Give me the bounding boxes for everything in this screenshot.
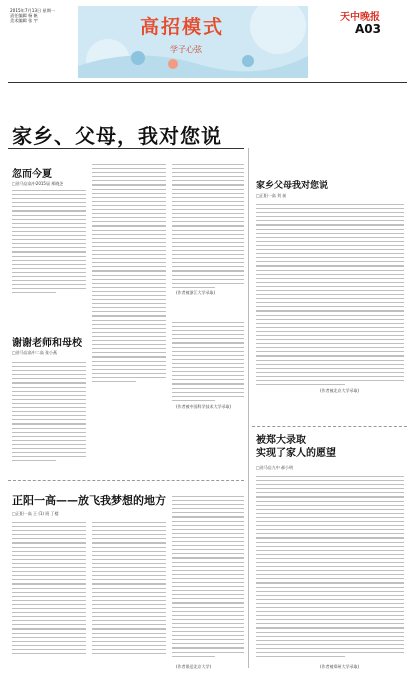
- article-body-col: [256, 476, 404, 660]
- masthead-info: [10, 8, 80, 24]
- section-subtitle: 学子心弦: [170, 45, 202, 54]
- article-tail: (作者被北京大学录取): [320, 388, 360, 393]
- column-divider: [248, 148, 249, 668]
- article-body-col: [256, 204, 404, 388]
- article-byline: □驻马店高中2015届 邢晓芝: [12, 181, 64, 186]
- design-line: 美术编辑 张 宇: [10, 18, 38, 24]
- article-byline: □正阳一高 刘 前: [256, 193, 287, 198]
- article-body-col: [172, 164, 244, 291]
- article-title: 家乡父母我对您说: [256, 181, 329, 191]
- article-body-col: [172, 496, 244, 660]
- article-title: 谢谢老师和母校: [12, 338, 82, 349]
- top-rule: [8, 82, 407, 83]
- divider: [252, 426, 407, 427]
- article-tail: (作者被郑州大学录取): [320, 664, 360, 669]
- article-tail: (作者被中国科学技术大学录取): [176, 404, 232, 409]
- section-title: 高招模式: [140, 16, 225, 38]
- article-body-col: [12, 522, 86, 657]
- article-title: 正阳一高——放飞我梦想的地方: [12, 494, 166, 507]
- article-body-col: [12, 362, 86, 464]
- article-tail: (作者保送北京大学): [176, 664, 212, 669]
- article-byline: □正阳一高 王 (1) 班 丁楼: [12, 511, 59, 516]
- balloon-icon: [131, 51, 145, 65]
- divider: [8, 480, 244, 481]
- article-body-col: [92, 164, 166, 385]
- article-byline: □驻马店九中 郝小明: [256, 465, 294, 470]
- balloon-icon: [242, 55, 254, 67]
- paper-logo: 天中晚报: [340, 12, 380, 23]
- article-body-col: [92, 522, 166, 657]
- balloon-icon: [168, 59, 178, 69]
- editor-line: 责任编辑 杨 帆: [10, 13, 38, 19]
- article-title: 被郑大录取 实现了家人的愿望: [256, 435, 336, 459]
- date-line: 2015年7月13日 星期一: [10, 8, 56, 13]
- article-body-col: [12, 190, 86, 296]
- lead-rule: [8, 148, 244, 149]
- article-title: 忽而今夏: [12, 169, 52, 180]
- article-body-col: [172, 322, 244, 404]
- article-tail: (作者被浙江大学录取): [176, 290, 216, 295]
- article-byline: □驻马店高中二高 张小燕: [12, 350, 58, 355]
- lead-headline: 家乡、父母，我对您说: [12, 124, 222, 148]
- page-number: A03: [355, 22, 381, 36]
